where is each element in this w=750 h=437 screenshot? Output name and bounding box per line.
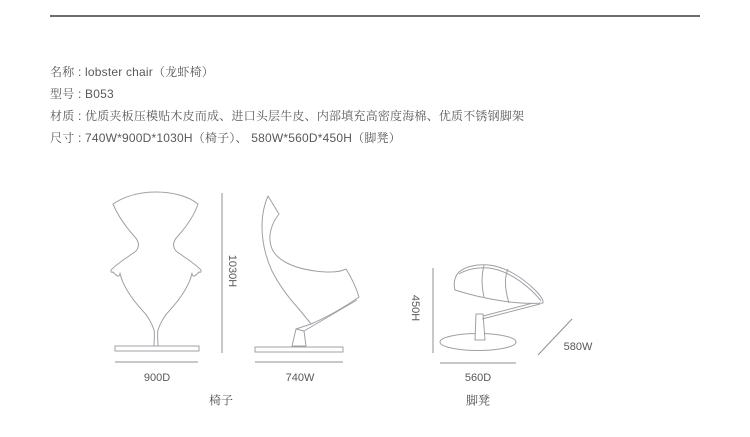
chair-front-base	[115, 346, 199, 351]
spec-colon: :	[74, 131, 86, 145]
spec-material-label: 材质	[50, 109, 75, 123]
chair-caption: 椅子	[208, 393, 234, 408]
stool-height-dimension-label: 450H	[409, 294, 421, 322]
spec-colon: :	[74, 65, 86, 79]
spec-size-label: 尺寸	[50, 131, 75, 145]
chair-side-view-drawing	[255, 196, 359, 352]
chair-front-view-drawing	[111, 192, 201, 351]
chair-side-base	[255, 347, 343, 352]
spec-model-value: B053	[85, 87, 114, 101]
spec-model-label: 型号	[50, 87, 75, 101]
chair-depth-dimension-label: 900D	[143, 372, 171, 384]
spec-size-value: 740W*900D*1030H（椅子）、 580W*560D*450H（脚凳）	[85, 131, 401, 145]
chair-width-dimension-label: 740W	[285, 372, 315, 384]
footstool-drawing	[440, 265, 543, 351]
stool-width-dimension-label: 580W	[563, 341, 593, 353]
footstool-caption: 脚凳	[465, 393, 491, 408]
chair-height-dimension-label: 1030H	[226, 254, 238, 288]
chair-side-stem	[292, 329, 306, 346]
spec-material-value: 优质夹板压模贴木皮而成、进口头层牛皮、内部填充高密度海棉、优质不锈钢脚架	[85, 109, 525, 123]
spec-name-label: 名称	[50, 65, 75, 79]
spec-colon: :	[74, 87, 86, 101]
stool-depth-dimension-label: 560D	[464, 372, 492, 384]
spec-name-value: lobster chair（龙虾椅）	[85, 65, 214, 79]
spec-colon: :	[74, 109, 86, 123]
footstool-post	[475, 314, 485, 340]
